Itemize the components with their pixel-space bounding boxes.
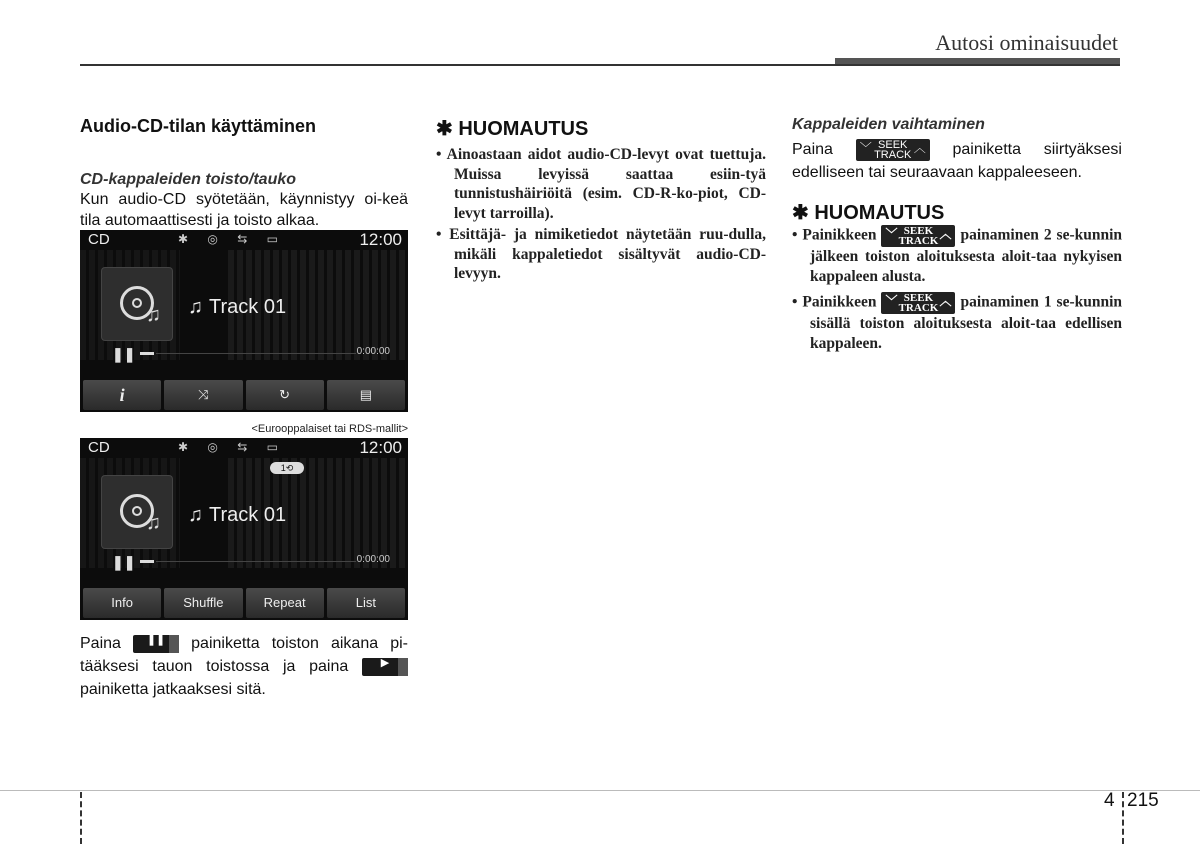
track-label: Track 01 [209,504,287,526]
column-middle [436,116,766,284]
pause-play-paragraph [80,632,408,701]
progress-fill [140,560,154,563]
section-title: Audio-CD-tilan käyttäminen [80,116,317,136]
caption: <Eurooppalaiset tai RDS-mallit> [251,423,408,435]
album-art [102,476,172,548]
elapsed-time: 0:00:00 [356,346,390,357]
asterisk-icon: ✱ [436,118,459,140]
track-name [188,296,286,319]
play-button-icon: ▶ [362,658,408,676]
para-text: painiketta jatkaaksesi sitä. [80,681,266,698]
header-rule [80,64,1120,66]
footer-rule [0,790,1200,791]
pause-button-icon: ❚❚ [133,635,179,653]
progress-track [156,353,356,354]
music-note-icon: ♫ [146,304,161,326]
progress-bar[interactable] [94,346,404,360]
status-bar [80,438,408,458]
note-heading [792,200,1122,225]
note-item: • Painikkeen ﹀ SEEK TRACK ︿ painaminen 2 se-kunnin jälkeen toiston aloituksesta aloit-taa nykyisen kappaleen alusta. [792,225,1123,285]
progress-bar[interactable] [94,554,404,568]
source-label: CD [88,439,110,456]
status-icons: ✱ ◎ ⇆ ▭ [178,232,286,246]
info-button[interactable]: Info [83,588,161,618]
elapsed-time: 0:00:00 [356,554,390,565]
status-bar [80,230,408,250]
chapter-number: 4 [1104,790,1115,811]
info-button[interactable]: i [83,380,161,410]
pause-icon: ❚❚ [112,346,136,362]
note-item: • Painikkeen ﹀ SEEK TRACK ︿ painaminen 1 se-kunnin sisällä toiston aloituksesta aloit-taa edellisen kappaleen. [792,292,1123,352]
para-text: Paina [80,635,121,652]
source-label: CD [88,231,110,248]
list-button[interactable]: List [327,588,405,618]
cd-screen-1 [80,230,408,412]
repeat-badge-icon: 1⟲ [270,462,304,474]
list-button[interactable]: ▤ [327,380,405,410]
control-buttons [80,380,408,410]
album-art [102,268,172,340]
shuffle-button[interactable]: ⤨ [164,380,242,410]
para-text: painiketta siirtyäksesi edelliseen tai seuraavaan kappaleeseen. [792,141,1122,181]
track-change-paragraph [792,138,1122,184]
para-text: painiketta toiston aikana pi-tääksesi tauon toistossa ja paina [80,635,408,675]
note-title-label: HUOMAUTUS [458,118,589,140]
note-heading [436,116,766,141]
page-number: 215 [1127,790,1159,811]
track-name [188,504,286,527]
subsection-title: CD-kappaleiden toisto/tauko [80,171,297,188]
cd-screen-2 [80,438,408,620]
progress-track [156,561,356,562]
repeat-button[interactable]: ↻ [246,380,324,410]
note-item: • Esittäjä- ja nimiketiedot näytetään ruu-dulla, mikäli kappaletiedot sisältyvät audio-CD-levyyn. [436,226,766,282]
seek-track-button-icon: ﹀ SEEK TRACK ︿ [856,139,930,161]
subsection-title: Kappaleiden vaihtaminen [792,116,985,133]
clock: 12:00 [359,230,402,249]
progress-fill [140,352,154,355]
column-left [80,116,408,229]
seek-track-button-icon: ﹀ SEEK TRACK ︿ [881,225,955,247]
intro-text: Kun audio-CD syötetään, käynnistyy oi-keä tila automaattisesti ja toisto alkaa. [80,191,408,229]
track-label: Track 01 [209,296,287,318]
clock: 12:00 [359,438,402,457]
note-item: • Ainoastaan aidot audio-CD-levyt ovat tuettuja. Muissa levyissä saattaa esiin-tyä tunnistushäiriöitä (esim. CD-R-ko-piot, CD-levyt tarroilla). [436,146,766,222]
note-title-label: HUOMAUTUS [814,202,945,224]
footer-divider [80,792,82,844]
asterisk-icon: ✱ [792,202,815,224]
repeat-button[interactable]: Repeat [246,588,324,618]
column-right [792,116,1122,353]
para-text: Paina [792,141,833,158]
pause-icon: ❚❚ [112,554,136,570]
music-note-icon: ♫ [188,504,203,526]
header-title: Autosi ominaisuudet [935,30,1118,55]
seek-track-button-icon: ﹀ SEEK TRACK ︿ [881,292,955,314]
status-icons: ✱ ◎ ⇆ ▭ [178,440,286,454]
music-note-icon: ♫ [146,512,161,534]
shuffle-button[interactable]: Shuffle [164,588,242,618]
music-note-icon: ♫ [188,296,203,318]
control-buttons [80,588,408,618]
footer-divider [1122,792,1124,844]
